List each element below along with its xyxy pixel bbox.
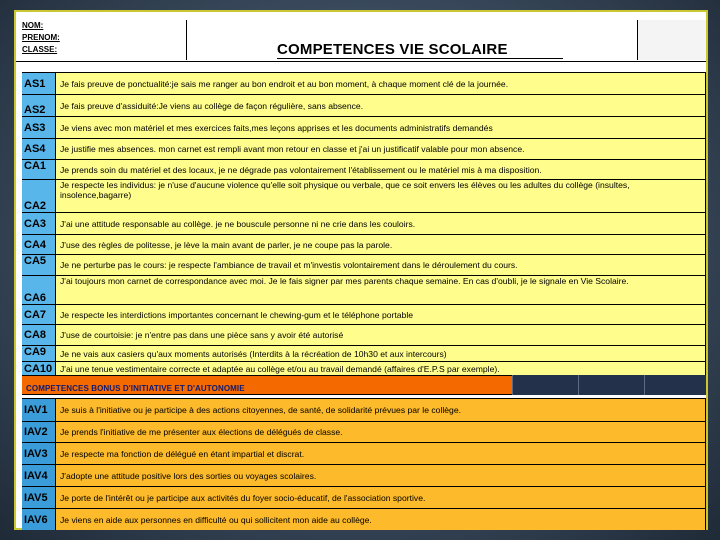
table-row xyxy=(22,486,706,508)
competence-description: Je respecte ma fonction de délégué en étant impartial et discrat. xyxy=(56,443,706,464)
competence-description: Je respecte les interdictions importantes concernant le chewing-gum et le téléphone portable xyxy=(56,305,706,324)
competence-description: Je prends soin du matériel et des locaux, je ne dégrade pas volontairement l'établissement ou le matériel mis à ma disposition. xyxy=(56,160,706,179)
table-row xyxy=(22,254,706,275)
competence-code: AS2 xyxy=(22,95,56,116)
competence-code: IAV4 xyxy=(22,465,56,486)
table-row xyxy=(22,304,706,324)
table-row xyxy=(22,212,706,234)
competence-code: AS4 xyxy=(22,139,56,159)
competence-description: Je fais preuve de ponctualité:je sais me ranger au bon endroit et au bon moment, à chaque moment clé de la journée. xyxy=(56,73,706,94)
competence-code: CA8 xyxy=(22,325,56,345)
table-row xyxy=(22,138,706,159)
competence-code: CA7 xyxy=(22,305,56,324)
prenom-label: PRENOM: xyxy=(22,33,60,42)
competence-code: IAV5 xyxy=(22,487,56,508)
sheet-title: COMPETENCES VIE SCOLAIRE xyxy=(277,41,508,58)
competence-code: CA4 xyxy=(22,235,56,254)
table-row xyxy=(22,398,706,421)
competences-sheet xyxy=(14,10,708,530)
competence-description: J'use de courtoisie: je n'entre pas dans une pièce sans y avoir été autorisé xyxy=(56,325,706,345)
table-row xyxy=(22,361,706,375)
student-identity-fields xyxy=(22,20,60,56)
competence-code: CA9 xyxy=(22,346,56,361)
competence-description: Je prends l'initiative de me présenter aux élections de délégués de classe. xyxy=(56,422,706,442)
competence-description: Je ne perturbe pas le cours: je respecte l'ambiance de travail et m'investis volontairement dans le déroulement du cours. xyxy=(56,255,706,275)
table-row xyxy=(22,159,706,179)
table-row xyxy=(22,464,706,486)
table-row xyxy=(22,116,706,138)
competence-code: AS3 xyxy=(22,117,56,138)
table-row xyxy=(22,442,706,464)
competence-description: J'ai une tenue vestimentaire correcte et adaptée au collège et/ou au travail demandé (affaires d'E.P.S par exemple). xyxy=(56,362,706,375)
table-row xyxy=(22,345,706,361)
table-row xyxy=(22,234,706,254)
competence-code: IAV2 xyxy=(22,422,56,442)
competence-code: IAV6 xyxy=(22,509,56,530)
competence-code: CA10 xyxy=(22,362,56,375)
competence-description: Je fais preuve d'assiduité:Je viens au collège de façon régulière, sans absence. xyxy=(56,95,706,116)
competence-description: J'ai une attitude responsable au collège. je ne bouscule personne ni ne crie dans les couloirs. xyxy=(56,213,706,234)
competence-description: Je suis à l'initiative ou je participe à des actions citoyennes, de santé, de solidarité prévues par le collège. xyxy=(56,399,706,421)
competence-description: Je ne vais aux casiers qu'aux moments autorisés (Interdits à la récréation de 10h30 et aux intercours) xyxy=(56,346,706,361)
competence-description: Je viens avec mon matériel et mes exercices faits,mes leçons apprises et les documents administratifs demandés xyxy=(56,117,706,138)
classe-label: CLASSE: xyxy=(22,45,58,54)
competence-code: IAV1 xyxy=(22,399,56,421)
competence-description: Je viens en aide aux personnes en difficulté ou qui sollicitent mon aide au collège. xyxy=(56,509,706,530)
title-underline xyxy=(277,58,563,59)
table-row xyxy=(22,421,706,442)
competence-code: CA2 xyxy=(22,180,56,212)
competence-code: CA1 xyxy=(22,160,56,179)
table-row xyxy=(22,72,706,94)
table-row xyxy=(22,275,706,304)
competence-code: CA6 xyxy=(22,276,56,304)
competence-code: AS1 xyxy=(22,73,56,94)
competence-description: Je porte de l'intérêt ou je participe aux activités du foyer socio-éducatif, de l'association sportive. xyxy=(56,487,706,508)
nom-label: NOM: xyxy=(22,21,44,30)
competence-code: CA3 xyxy=(22,213,56,234)
competence-description: J'use des règles de politesse, je lève la main avant de parler, je ne coupe pas la parole. xyxy=(56,235,706,254)
sheet-header xyxy=(16,12,706,62)
bonus-section-title: COMPETENCES BONUS D'INITIATIVE ET D'AUTONOMIE xyxy=(26,384,245,393)
competence-code: CA5 xyxy=(22,255,56,275)
table-row xyxy=(22,179,706,212)
header-blank-cell xyxy=(638,20,706,60)
competence-description: Je respecte les individus: je n'use d'aucune violence qu'elle soit physique ou verbale, que ce soit envers les élèves ou les adultes du collège (insultes, insolence,bagarre) xyxy=(56,180,706,212)
table-row xyxy=(22,324,706,345)
bonus-header-dark-cells xyxy=(512,375,706,395)
competence-description: J'ai toujours mon carnet de correspondance avec moi. Je le fais signer par mes parents chaque semaine. En cas d'oubli, je le signale en Vie Scolaire. xyxy=(56,276,706,304)
competence-description: J'adopte une attitude positive lors des sorties ou voyages scolaires. xyxy=(56,465,706,486)
competence-code: IAV3 xyxy=(22,443,56,464)
title-box xyxy=(186,20,638,60)
table-row xyxy=(22,94,706,116)
bonus-section-header xyxy=(22,375,512,395)
competence-description: Je justifie mes absences. mon carnet est rempli avant mon retour en classe et j'ai un justificatif valable pour mon absence. xyxy=(56,139,706,159)
table-row xyxy=(22,508,706,530)
